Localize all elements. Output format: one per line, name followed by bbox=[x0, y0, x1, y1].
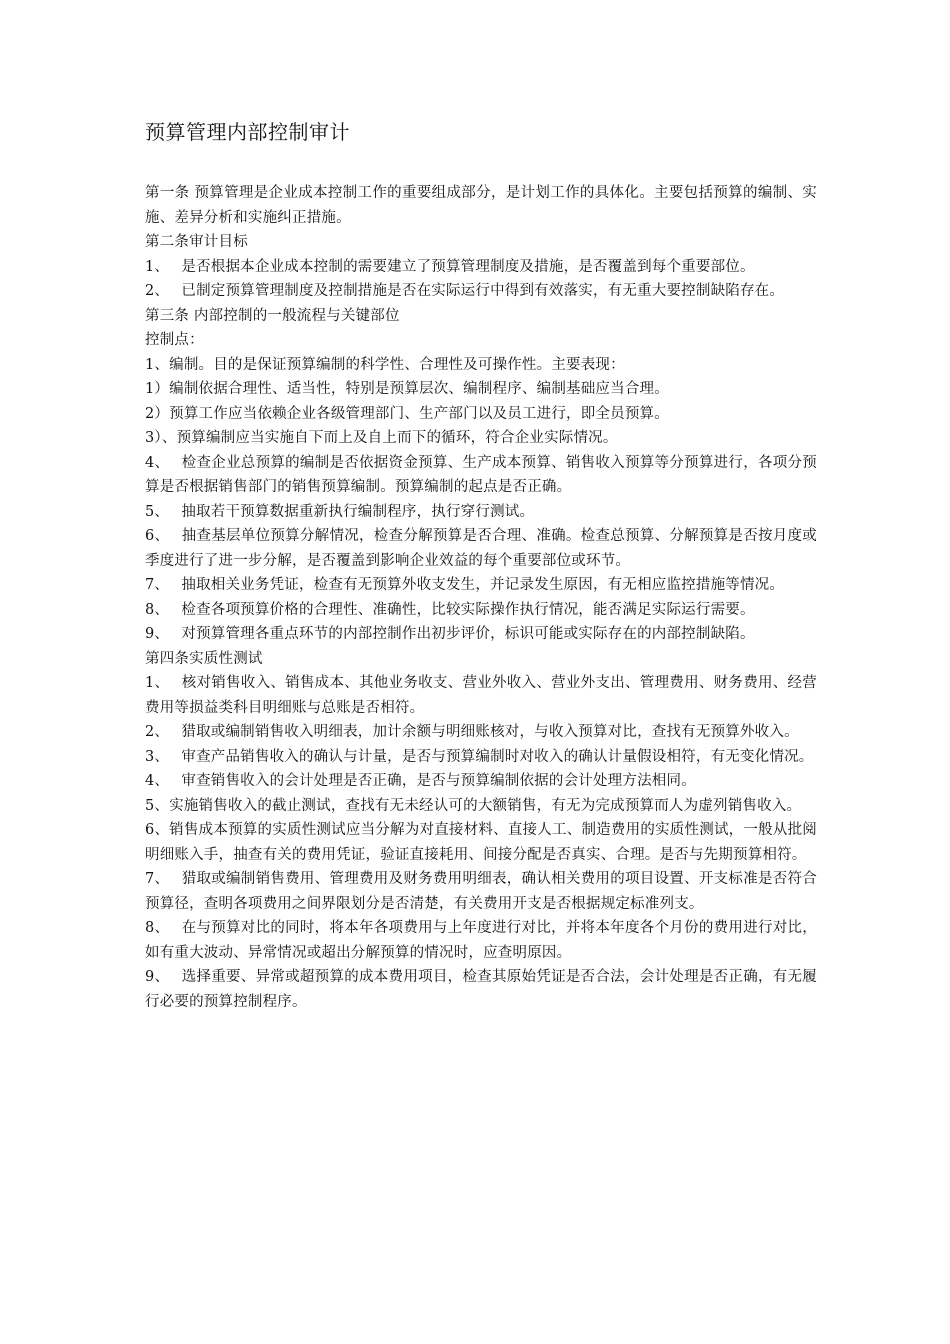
paragraph-test-3: 3、 审查产品销售收入的确认与计量，是否与预算编制时对收入的确认计量假设相符，有无变化情况。 bbox=[145, 748, 814, 765]
paragraph-control-1-sub-1: 1）编制依据合理性、适当性，特别是预算层次、编制程序、编制基础应当合理。 bbox=[145, 381, 669, 397]
document-body bbox=[145, 181, 817, 1014]
paragraph-test-2: 2、 猎取或编制销售收入明细表，加计余额与明细账核对，与收入预算对比，查找有无预算外收入。 bbox=[145, 724, 799, 740]
paragraph-control-7: 7、 抽取相关业务凭证，检查有无预算外收支发生，并记录发生原因，有无相应监控措施等情况。 bbox=[145, 577, 785, 593]
paragraph-article-2-heading: 第二条审计目标 bbox=[145, 234, 248, 250]
document-page bbox=[145, 118, 817, 1014]
paragraph-test-1: 1、 核对销售收入、销售成本、其他业务收支、营业外收入、营业外支出、管理费用、财务费用、经营费用等损益类科目明细账与总账是否相符。 bbox=[145, 675, 817, 716]
paragraph-control-5: 5、 抽取若干预算数据重新执行编制程序，执行穿行测试。 bbox=[145, 503, 535, 520]
paragraph-article-3-heading: 第三条 内部控制的一般流程与关键部位 bbox=[145, 307, 400, 324]
paragraph-test-8: 8、 在与预算对比的同时，将本年各项费用与上年度进行对比，并将本年度各个月份的费用进行对比，如有重大波动、异常情况或超出分解预算的情况时，应查明原因。 bbox=[145, 920, 817, 961]
paragraph-test-4: 4、 审查销售收入的会计处理是否正确，是否与预算编制依据的会计处理方法相同。 bbox=[145, 773, 696, 789]
paragraph-control-1: 1、编制。目的是保证预算编制的科学性、合理性及可操作性。主要表现： bbox=[145, 356, 625, 373]
paragraph-control-4: 4、 检查企业总预算的编制是否依据资金预算、生产成本预算、销售收入预算等分预算进行，各项分预算是否根据销售部门的销售预算编制。预算编制的起点是否正确。 bbox=[145, 454, 817, 495]
paragraph-control-9: 9、 对预算管理各重点环节的内部控制作出初步评价，标识可能或实际存在的内部控制缺陷。 bbox=[145, 626, 755, 642]
paragraph-control-1-sub-2: 2）预算工作应当依赖企业各级管理部门、生产部门以及员工进行，即全员预算。 bbox=[145, 405, 669, 422]
document-title: 预算管理内部控制审计 bbox=[145, 120, 350, 144]
paragraph-control-6: 6、 抽查基层单位预算分解情况，检查分解预算是否合理、准确。检查总预算、分解预算是否按月度或季度进行了进一步分解，是否覆盖到影响企业效益的每个重要部位或环节。 bbox=[145, 528, 817, 569]
paragraph-objective-1: 1、 是否根据本企业成本控制的需要建立了预算管理制度及措施，是否覆盖到每个重要部位。 bbox=[145, 258, 755, 275]
paragraph-article-1: 第一条 预算管理是企业成本控制工作的重要组成部分，是计划工作的具体化。主要包括预算的编制、实施、差异分析和实施纠正措施。 bbox=[145, 185, 817, 226]
paragraph-test-9: 9、 选择重要、异常或超预算的成本费用项目，检查其原始凭证是否合法，会计处理是否正确，有无履行必要的预算控制程序。 bbox=[145, 969, 817, 1010]
paragraph-test-5: 5、实施销售收入的截止测试，查找有无未经认可的大额销售，有无为完成预算而人为虚列销售收入。 bbox=[145, 797, 802, 814]
paragraph-control-8: 8、 检查各项预算价格的合理性、准确性，比较实际操作执行情况，能否满足实际运行需要。 bbox=[145, 601, 755, 618]
paragraph-test-7: 7、 猎取或编制销售费用、管理费用及财务费用明细表，确认相关费用的项目设置、开支标准是否符合预算径，查明各项费用之间界限划分是否清楚，有关费用开支是否根据规定标准列支。 bbox=[145, 871, 817, 912]
paragraph-control-points: 控制点： bbox=[145, 332, 204, 348]
paragraph-article-4-heading: 第四条实质性测试 bbox=[145, 650, 263, 667]
paragraph-test-6: 6、销售成本预算的实质性测试应当分解为对直接材料、直接人工、制造费用的实质性测试，一般从批阅明细账入手，抽查有关的费用凭证，验证直接耗用、间接分配是否真实、合理。是否与先期预算相符。 bbox=[145, 822, 817, 863]
paragraph-objective-2: 2、 已制定预算管理制度及控制措施是否在实际运行中得到有效落实，有无重大要控制缺陷存在。 bbox=[145, 283, 785, 299]
paragraph-control-1-sub-3: 3）、预算编制应当实施自下而上及自上而下的循环，符合企业实际情况。 bbox=[145, 430, 618, 446]
